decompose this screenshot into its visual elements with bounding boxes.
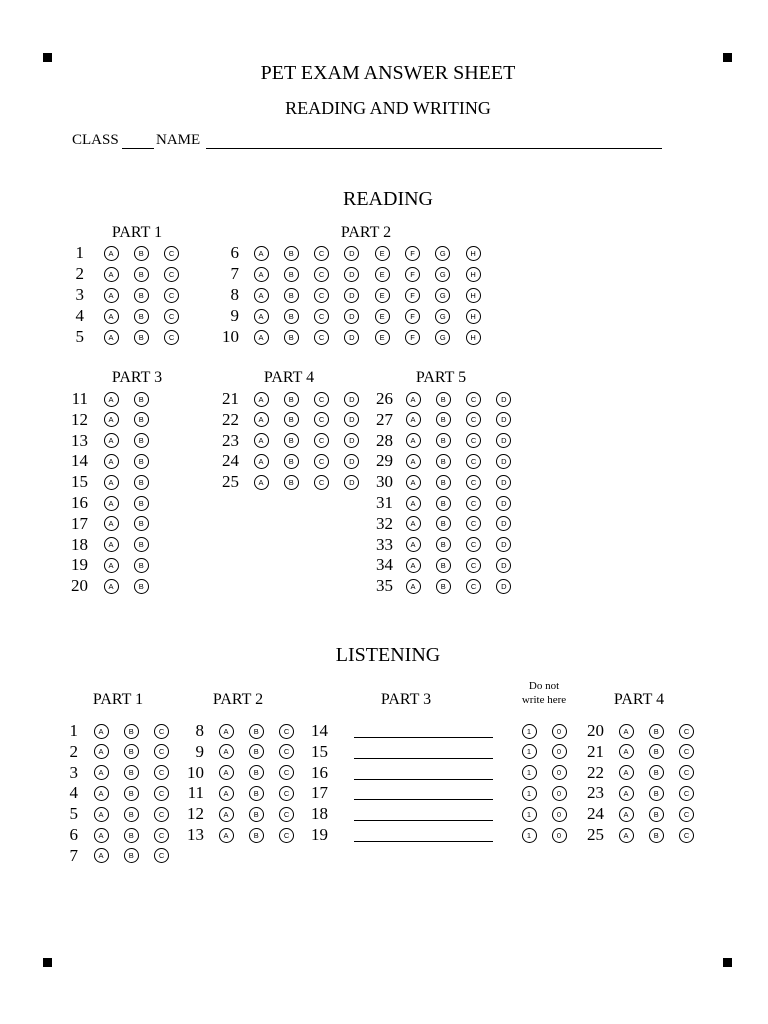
answer-bubble-a[interactable]: A (619, 786, 634, 801)
answer-bubble-c[interactable]: C (466, 558, 481, 573)
question-number: 15 (311, 741, 328, 761)
marking-bubble-0[interactable]: 0 (552, 807, 567, 822)
answer-bubble-f[interactable]: F (405, 330, 420, 345)
reading-part-2-label: PART 2 (340, 224, 392, 241)
reading-part-3-label: PART 3 (111, 369, 163, 386)
question-number: 11 (71, 389, 88, 408)
question-number: 6 (230, 243, 239, 262)
answer-bubble-c[interactable]: C (679, 807, 694, 822)
answer-bubble-a[interactable]: A (94, 786, 109, 801)
answer-bubble-c[interactable]: C (466, 454, 481, 469)
answer-bubble-a[interactable]: A (104, 475, 119, 490)
answer-bubble-b[interactable]: B (284, 309, 299, 324)
page-subtitle: READING AND WRITING (285, 98, 491, 118)
answer-bubble-a[interactable]: A (219, 744, 234, 759)
question-number: 24 (587, 804, 604, 824)
question-number: 28 (376, 430, 393, 450)
answer-bubble-d[interactable]: D (496, 496, 511, 511)
answer-bubble-a[interactable]: A (619, 765, 634, 780)
answer-bubble-a[interactable]: A (406, 496, 421, 511)
answer-bubble-a[interactable]: A (254, 246, 269, 261)
answer-bubble-a[interactable]: A (254, 412, 269, 427)
answer-bubble-d[interactable]: D (496, 558, 511, 573)
question-number: 23 (222, 430, 239, 450)
question-number: 18 (311, 804, 328, 824)
answer-bubble-d[interactable]: D (344, 392, 359, 407)
answer-bubble-d[interactable]: D (496, 454, 511, 469)
listening-heading: LISTENING (335, 644, 441, 666)
answer-bubble-a[interactable]: A (104, 433, 119, 448)
answer-bubble-c[interactable]: C (164, 267, 179, 282)
answer-bubble-g[interactable]: G (435, 309, 450, 324)
answer-bubble-b[interactable]: B (124, 724, 139, 739)
question-number: 24 (222, 451, 239, 471)
listening-part-4-label: PART 4 (613, 691, 665, 708)
question-number: 3 (75, 285, 84, 304)
question-number: 1 (75, 243, 84, 262)
answer-bubble-h[interactable]: H (466, 288, 481, 303)
answer-bubble-a[interactable]: A (406, 433, 421, 448)
answer-bubble-b[interactable]: B (284, 330, 299, 345)
answer-bubble-a[interactable]: A (254, 392, 269, 407)
question-number: 30 (376, 472, 393, 492)
answer-bubble-b[interactable]: B (649, 744, 664, 759)
question-number: 27 (376, 409, 393, 429)
answer-bubble-b[interactable]: B (436, 433, 451, 448)
question-number: 6 (69, 825, 78, 844)
answer-bubble-b[interactable]: B (284, 454, 299, 469)
question-number: 3 (69, 762, 78, 782)
answer-bubble-f[interactable]: F (405, 309, 420, 324)
answer-bubble-a[interactable]: A (94, 724, 109, 739)
answer-bubble-d[interactable]: D (496, 537, 511, 552)
answer-bubble-c[interactable]: C (679, 828, 694, 843)
marking-bubble-1[interactable]: 1 (522, 828, 537, 843)
answer-bubble-a[interactable]: A (219, 807, 234, 822)
answer-bubble-b[interactable]: B (284, 246, 299, 261)
answer-bubble-b[interactable]: B (124, 828, 139, 843)
answer-bubble-c[interactable]: C (154, 807, 169, 822)
answer-bubble-a[interactable]: A (254, 267, 269, 282)
answer-bubble-a[interactable]: A (219, 765, 234, 780)
answer-bubble-b[interactable]: B (134, 454, 149, 469)
answer-bubble-c[interactable]: C (154, 828, 169, 843)
answer-bubble-g[interactable]: G (435, 288, 450, 303)
question-number: 29 (376, 451, 393, 471)
answer-write-line[interactable] (354, 737, 493, 738)
question-number: 9 (195, 741, 204, 761)
answer-bubble-a[interactable]: A (406, 412, 421, 427)
question-number: 35 (376, 576, 393, 596)
question-number: 12 (71, 409, 88, 429)
answer-bubble-c[interactable]: C (314, 288, 329, 303)
answer-bubble-e[interactable]: E (375, 246, 390, 261)
answer-bubble-b[interactable]: B (134, 516, 149, 531)
do-not-write-note: Do not write here (521, 680, 567, 706)
answer-bubble-b[interactable]: B (249, 744, 264, 759)
question-number: 14 (311, 721, 328, 740)
answer-bubble-b[interactable]: B (436, 579, 451, 594)
question-number: 11 (187, 783, 204, 803)
answer-bubble-f[interactable]: F (405, 267, 420, 282)
answer-bubble-b[interactable]: B (284, 267, 299, 282)
reading-part-4-label: PART 4 (263, 369, 315, 386)
question-number: 5 (69, 804, 78, 824)
answer-bubble-a[interactable]: A (104, 412, 119, 427)
answer-bubble-c[interactable]: C (314, 475, 329, 490)
answer-bubble-c[interactable]: C (679, 786, 694, 801)
answer-bubble-a[interactable]: A (94, 848, 109, 863)
answer-bubble-c[interactable]: C (164, 330, 179, 345)
answer-bubble-c[interactable]: C (164, 309, 179, 324)
answer-bubble-d[interactable]: D (496, 475, 511, 490)
answer-bubble-g[interactable]: G (435, 267, 450, 282)
answer-bubble-a[interactable]: A (104, 246, 119, 261)
answer-write-line[interactable] (354, 799, 493, 800)
answer-bubble-b[interactable]: B (249, 828, 264, 843)
question-number: 15 (71, 472, 88, 492)
answer-bubble-c[interactable]: C (466, 579, 481, 594)
question-number: 2 (75, 264, 84, 283)
answer-bubble-b[interactable]: B (284, 412, 299, 427)
answer-bubble-c[interactable]: C (466, 496, 481, 511)
question-number: 31 (376, 493, 393, 512)
marking-bubble-0[interactable]: 0 (552, 724, 567, 739)
answer-bubble-b[interactable]: B (134, 558, 149, 573)
answer-bubble-c[interactable]: C (314, 309, 329, 324)
answer-bubble-c[interactable]: C (466, 516, 481, 531)
answer-bubble-a[interactable]: A (219, 786, 234, 801)
answer-bubble-b[interactable]: B (436, 412, 451, 427)
answer-bubble-c[interactable]: C (154, 765, 169, 780)
answer-bubble-b[interactable]: B (436, 475, 451, 490)
reading-part-5-label: PART 5 (415, 369, 467, 386)
answer-bubble-a[interactable]: A (619, 744, 634, 759)
answer-bubble-b[interactable]: B (134, 496, 149, 511)
answer-bubble-a[interactable]: A (406, 454, 421, 469)
name-label: NAME (156, 132, 201, 148)
answer-bubble-c[interactable]: C (279, 807, 294, 822)
answer-bubble-b[interactable]: B (436, 392, 451, 407)
question-number: 16 (71, 493, 88, 512)
answer-bubble-d[interactable]: D (496, 516, 511, 531)
answer-bubble-c[interactable]: C (679, 724, 694, 739)
question-number: 4 (75, 306, 84, 325)
registration-mark-bottom-right (723, 958, 732, 967)
answer-bubble-a[interactable]: A (104, 579, 119, 594)
question-number: 7 (69, 845, 78, 865)
answer-bubble-b[interactable]: B (436, 558, 451, 573)
answer-bubble-c[interactable]: C (466, 392, 481, 407)
marking-bubble-1[interactable]: 1 (522, 724, 537, 739)
answer-bubble-c[interactable]: C (164, 246, 179, 261)
answer-bubble-a[interactable]: A (406, 537, 421, 552)
answer-bubble-b[interactable]: B (436, 537, 451, 552)
answer-bubble-a[interactable]: A (254, 309, 269, 324)
answer-bubble-d[interactable]: D (496, 433, 511, 448)
answer-bubble-b[interactable]: B (284, 475, 299, 490)
class-field[interactable] (122, 148, 154, 149)
answer-bubble-b[interactable]: B (436, 454, 451, 469)
question-number: 34 (376, 555, 393, 575)
answer-bubble-d[interactable]: D (344, 330, 359, 345)
answer-bubble-b[interactable]: B (284, 433, 299, 448)
answer-bubble-b[interactable]: B (649, 828, 664, 843)
question-number: 1 (69, 721, 78, 740)
answer-bubble-a[interactable]: A (219, 828, 234, 843)
answer-bubble-d[interactable]: D (344, 267, 359, 282)
answer-bubble-c[interactable]: C (466, 412, 481, 427)
answer-bubble-d[interactable]: D (344, 246, 359, 261)
answer-bubble-e[interactable]: E (375, 267, 390, 282)
marking-bubble-0[interactable]: 0 (552, 744, 567, 759)
answer-write-line[interactable] (354, 820, 493, 821)
answer-bubble-b[interactable]: B (249, 807, 264, 822)
answer-bubble-a[interactable]: A (104, 558, 119, 573)
marking-bubble-1[interactable]: 1 (522, 744, 537, 759)
question-number: 8 (195, 721, 204, 740)
answer-bubble-a[interactable]: A (94, 765, 109, 780)
answer-bubble-b[interactable]: B (124, 786, 139, 801)
answer-bubble-c[interactable]: C (279, 828, 294, 843)
answer-bubble-g[interactable]: G (435, 330, 450, 345)
answer-bubble-d[interactable]: D (344, 475, 359, 490)
answer-bubble-a[interactable]: A (104, 309, 119, 324)
answer-bubble-c[interactable]: C (279, 786, 294, 801)
answer-bubble-b[interactable]: B (134, 392, 149, 407)
answer-bubble-d[interactable]: D (344, 412, 359, 427)
question-number: 13 (71, 430, 88, 450)
answer-bubble-b[interactable]: B (134, 537, 149, 552)
answer-bubble-b[interactable]: B (649, 807, 664, 822)
registration-mark-top-right (723, 53, 732, 62)
question-number: 14 (71, 451, 88, 471)
question-number: 17 (311, 783, 328, 803)
answer-bubble-b[interactable]: B (249, 765, 264, 780)
answer-bubble-b[interactable]: B (649, 786, 664, 801)
answer-bubble-h[interactable]: H (466, 309, 481, 324)
answer-bubble-b[interactable]: B (134, 288, 149, 303)
answer-bubble-a[interactable]: A (406, 516, 421, 531)
answer-bubble-a[interactable]: A (94, 744, 109, 759)
answer-bubble-e[interactable]: E (375, 309, 390, 324)
answer-bubble-b[interactable]: B (124, 744, 139, 759)
question-number: 4 (69, 783, 78, 803)
answer-bubble-b[interactable]: B (436, 496, 451, 511)
answer-write-line[interactable] (354, 779, 493, 780)
answer-bubble-b[interactable]: B (124, 765, 139, 780)
answer-bubble-a[interactable]: A (406, 475, 421, 490)
answer-bubble-c[interactable]: C (314, 267, 329, 282)
answer-bubble-b[interactable]: B (436, 516, 451, 531)
answer-bubble-c[interactable]: C (466, 537, 481, 552)
question-number: 19 (311, 825, 328, 844)
answer-bubble-a[interactable]: A (104, 496, 119, 511)
answer-bubble-a[interactable]: A (254, 454, 269, 469)
answer-bubble-a[interactable]: A (104, 330, 119, 345)
answer-bubble-a[interactable]: A (104, 392, 119, 407)
question-number: 20 (71, 576, 88, 596)
answer-bubble-a[interactable]: A (619, 807, 634, 822)
answer-bubble-c[interactable]: C (314, 392, 329, 407)
answer-bubble-c[interactable]: C (279, 765, 294, 780)
answer-bubble-c[interactable]: C (154, 848, 169, 863)
answer-bubble-d[interactable]: D (344, 454, 359, 469)
answer-bubble-c[interactable]: C (154, 744, 169, 759)
name-field[interactable] (206, 148, 662, 149)
question-number: 10 (222, 327, 239, 346)
question-number: 8 (230, 285, 239, 304)
reading-part-1-label: PART 1 (111, 224, 163, 241)
question-number: 9 (230, 306, 239, 325)
class-label: CLASS (72, 132, 119, 148)
question-number: 21 (222, 389, 239, 408)
question-number: 26 (376, 389, 393, 408)
answer-bubble-b[interactable]: B (134, 267, 149, 282)
question-number: 10 (187, 762, 204, 782)
answer-bubble-b[interactable]: B (134, 330, 149, 345)
answer-bubble-f[interactable]: F (405, 288, 420, 303)
answer-bubble-b[interactable]: B (124, 807, 139, 822)
answer-bubble-b[interactable]: B (284, 288, 299, 303)
question-number: 17 (71, 513, 88, 533)
answer-bubble-a[interactable]: A (104, 516, 119, 531)
question-number: 2 (69, 741, 78, 761)
question-number: 20 (587, 721, 604, 740)
question-number: 23 (587, 783, 604, 803)
answer-bubble-c[interactable]: C (466, 475, 481, 490)
question-number: 22 (222, 409, 239, 429)
answer-bubble-b[interactable]: B (134, 475, 149, 490)
answer-bubble-b[interactable]: B (124, 848, 139, 863)
question-number: 22 (587, 762, 604, 782)
answer-bubble-c[interactable]: C (679, 765, 694, 780)
question-number: 12 (187, 804, 204, 824)
answer-bubble-c[interactable]: C (314, 454, 329, 469)
answer-bubble-h[interactable]: H (466, 330, 481, 345)
question-number: 25 (587, 825, 604, 844)
answer-bubble-a[interactable]: A (619, 828, 634, 843)
answer-bubble-c[interactable]: C (466, 433, 481, 448)
marking-bubble-1[interactable]: 1 (522, 765, 537, 780)
answer-bubble-c[interactable]: C (154, 786, 169, 801)
answer-bubble-e[interactable]: E (375, 330, 390, 345)
answer-bubble-c[interactable]: C (679, 744, 694, 759)
answer-bubble-b[interactable]: B (134, 246, 149, 261)
answer-bubble-c[interactable]: C (314, 330, 329, 345)
answer-bubble-d[interactable]: D (344, 309, 359, 324)
marking-bubble-0[interactable]: 0 (552, 765, 567, 780)
question-number: 32 (376, 513, 393, 533)
answer-bubble-c[interactable]: C (314, 412, 329, 427)
answer-bubble-a[interactable]: A (104, 267, 119, 282)
answer-bubble-a[interactable]: A (619, 724, 634, 739)
answer-bubble-g[interactable]: G (435, 246, 450, 261)
answer-bubble-c[interactable]: C (314, 246, 329, 261)
answer-bubble-a[interactable]: A (254, 433, 269, 448)
page-title: PET EXAM ANSWER SHEET (260, 62, 516, 84)
answer-bubble-a[interactable]: A (94, 828, 109, 843)
answer-bubble-h[interactable]: H (466, 246, 481, 261)
answer-bubble-b[interactable]: B (134, 433, 149, 448)
answer-bubble-d[interactable]: D (496, 392, 511, 407)
answer-bubble-b[interactable]: B (249, 786, 264, 801)
answer-bubble-a[interactable]: A (406, 392, 421, 407)
answer-bubble-e[interactable]: E (375, 288, 390, 303)
answer-bubble-c[interactable]: C (154, 724, 169, 739)
question-number: 7 (230, 264, 239, 283)
answer-bubble-d[interactable]: D (344, 288, 359, 303)
answer-bubble-h[interactable]: H (466, 267, 481, 282)
answer-bubble-a[interactable]: A (406, 579, 421, 594)
answer-bubble-a[interactable]: A (254, 288, 269, 303)
answer-bubble-b[interactable]: B (649, 724, 664, 739)
answer-bubble-d[interactable]: D (496, 412, 511, 427)
listening-part-2-label: PART 2 (212, 691, 264, 708)
answer-bubble-a[interactable]: A (254, 330, 269, 345)
reading-heading: READING (343, 188, 433, 210)
marking-bubble-1[interactable]: 1 (522, 807, 537, 822)
answer-bubble-a[interactable]: A (254, 475, 269, 490)
question-number: 21 (587, 741, 604, 761)
listening-part-3-label: PART 3 (380, 691, 432, 708)
answer-bubble-b[interactable]: B (134, 579, 149, 594)
question-number: 33 (376, 534, 393, 554)
answer-bubble-a[interactable]: A (104, 454, 119, 469)
answer-write-line[interactable] (354, 841, 493, 842)
answer-bubble-d[interactable]: D (496, 579, 511, 594)
answer-bubble-a[interactable]: A (104, 288, 119, 303)
question-number: 16 (311, 762, 328, 782)
question-number: 25 (222, 472, 239, 492)
answer-bubble-b[interactable]: B (649, 765, 664, 780)
answer-bubble-a[interactable]: A (219, 724, 234, 739)
question-number: 18 (71, 534, 88, 554)
answer-bubble-a[interactable]: A (94, 807, 109, 822)
answer-bubble-b[interactable]: B (134, 309, 149, 324)
marking-bubble-0[interactable]: 0 (552, 828, 567, 843)
answer-bubble-c[interactable]: C (279, 724, 294, 739)
answer-bubble-a[interactable]: A (406, 558, 421, 573)
answer-write-line[interactable] (354, 758, 493, 759)
marking-bubble-1[interactable]: 1 (522, 786, 537, 801)
registration-mark-bottom-left (43, 958, 52, 967)
answer-bubble-b[interactable]: B (284, 392, 299, 407)
answer-bubble-c[interactable]: C (164, 288, 179, 303)
answer-bubble-c[interactable]: C (279, 744, 294, 759)
listening-part-1-label: PART 1 (92, 691, 144, 708)
answer-bubble-c[interactable]: C (314, 433, 329, 448)
marking-bubble-0[interactable]: 0 (552, 786, 567, 801)
answer-bubble-a[interactable]: A (104, 537, 119, 552)
question-number: 19 (71, 555, 88, 575)
registration-mark-top-left (43, 53, 52, 62)
question-number: 13 (187, 825, 204, 844)
answer-bubble-d[interactable]: D (344, 433, 359, 448)
answer-bubble-b[interactable]: B (134, 412, 149, 427)
answer-bubble-b[interactable]: B (249, 724, 264, 739)
question-number: 5 (75, 327, 84, 346)
answer-bubble-f[interactable]: F (405, 246, 420, 261)
